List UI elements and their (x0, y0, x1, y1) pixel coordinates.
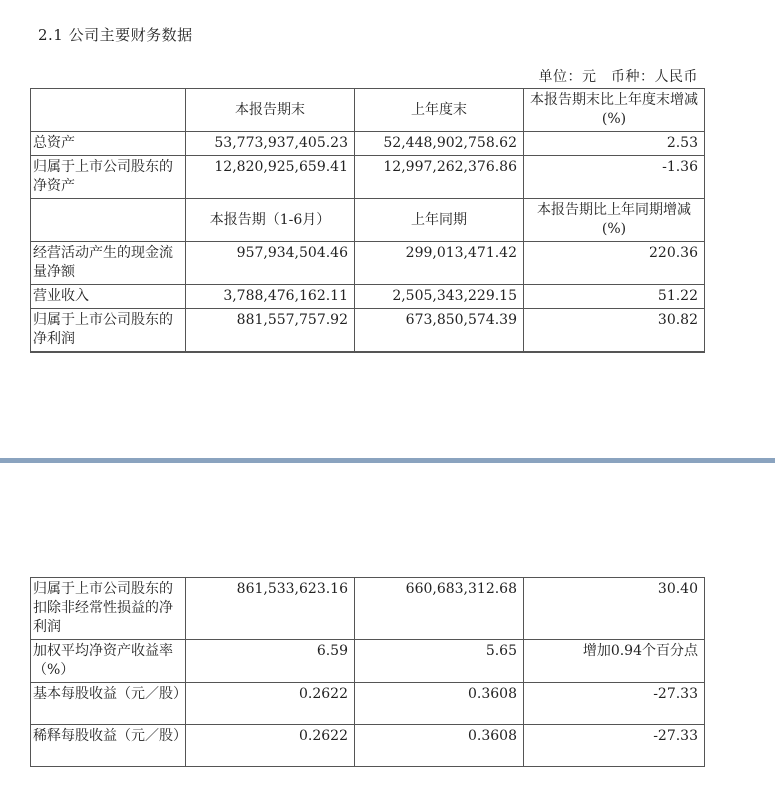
table-row (31, 309, 705, 353)
table-row (31, 725, 705, 767)
table-header-row (31, 89, 705, 132)
cell-value: -1.36 (524, 156, 705, 199)
table-row (31, 242, 705, 285)
header-cell-prior-year-end: 上年度末 (355, 89, 524, 132)
table-row (31, 156, 705, 199)
cell-value: 2.53 (524, 132, 705, 156)
table-row (31, 640, 705, 683)
cell-value: 881,557,757.92 (186, 309, 355, 353)
row-label: 加权平均净资产收益率（%） (31, 640, 186, 683)
page-break-divider (0, 458, 775, 463)
cell-value: 673,850,574.39 (355, 309, 524, 353)
table-row (31, 578, 705, 640)
cell-value: -27.33 (524, 683, 705, 725)
header-cell-change-pct: 本报告期比上年同期增减(%) (524, 199, 705, 242)
cell-value: 861,533,623.16 (186, 578, 355, 640)
header-cell-current-period: 本报告期（1-6月） (186, 199, 355, 242)
header-cell-prior-period: 上年同期 (355, 199, 524, 242)
cell-value: 0.3608 (355, 725, 524, 767)
section-title: 2.1 公司主要财务数据 (38, 26, 193, 44)
cell-value: 5.65 (355, 640, 524, 683)
cell-value: 660,683,312.68 (355, 578, 524, 640)
cell-value: 0.2622 (186, 725, 355, 767)
cell-value: 0.2622 (186, 683, 355, 725)
header-cell-empty (31, 199, 186, 242)
table-header-row (31, 199, 705, 242)
table-row (31, 683, 705, 725)
cell-value: 6.59 (186, 640, 355, 683)
cell-value: 51.22 (524, 285, 705, 309)
cell-value: 12,997,262,376.86 (355, 156, 524, 199)
table-row (31, 285, 705, 309)
row-label: 总资产 (31, 132, 186, 156)
cell-value: 0.3608 (355, 683, 524, 725)
row-label: 归属于上市公司股东的扣除非经常性损益的净利润 (31, 578, 186, 640)
row-label: 归属于上市公司股东的净利润 (31, 309, 186, 353)
header-cell-change-pct: 本报告期末比上年度末增减(%) (524, 89, 705, 132)
cell-value: 12,820,925,659.41 (186, 156, 355, 199)
row-label: 基本每股收益（元／股） (31, 683, 186, 725)
cell-value: 52,448,902,758.62 (355, 132, 524, 156)
row-label: 营业收入 (31, 285, 186, 309)
cell-value: 30.82 (524, 309, 705, 353)
financial-data-table-top (30, 88, 705, 353)
cell-value: 957,934,504.46 (186, 242, 355, 285)
cell-value: 30.40 (524, 578, 705, 640)
header-cell-period-end: 本报告期末 (186, 89, 355, 132)
cell-value: 53,773,937,405.23 (186, 132, 355, 156)
row-label: 稀释每股收益（元／股） (31, 725, 186, 767)
cell-value: 299,013,471.42 (355, 242, 524, 285)
table-row (31, 132, 705, 156)
cell-value: -27.33 (524, 725, 705, 767)
cell-value: 增加0.94个百分点 (524, 640, 705, 683)
header-cell-empty (31, 89, 186, 132)
financial-data-table-bottom (30, 577, 705, 767)
cell-value: 220.36 (524, 242, 705, 285)
row-label: 归属于上市公司股东的净资产 (31, 156, 186, 199)
row-label: 经营活动产生的现金流量净额 (31, 242, 186, 285)
unit-currency-line: 单位：元 币种：人民币 (538, 69, 698, 85)
cell-value: 2,505,343,229.15 (355, 285, 524, 309)
cell-value: 3,788,476,162.11 (186, 285, 355, 309)
